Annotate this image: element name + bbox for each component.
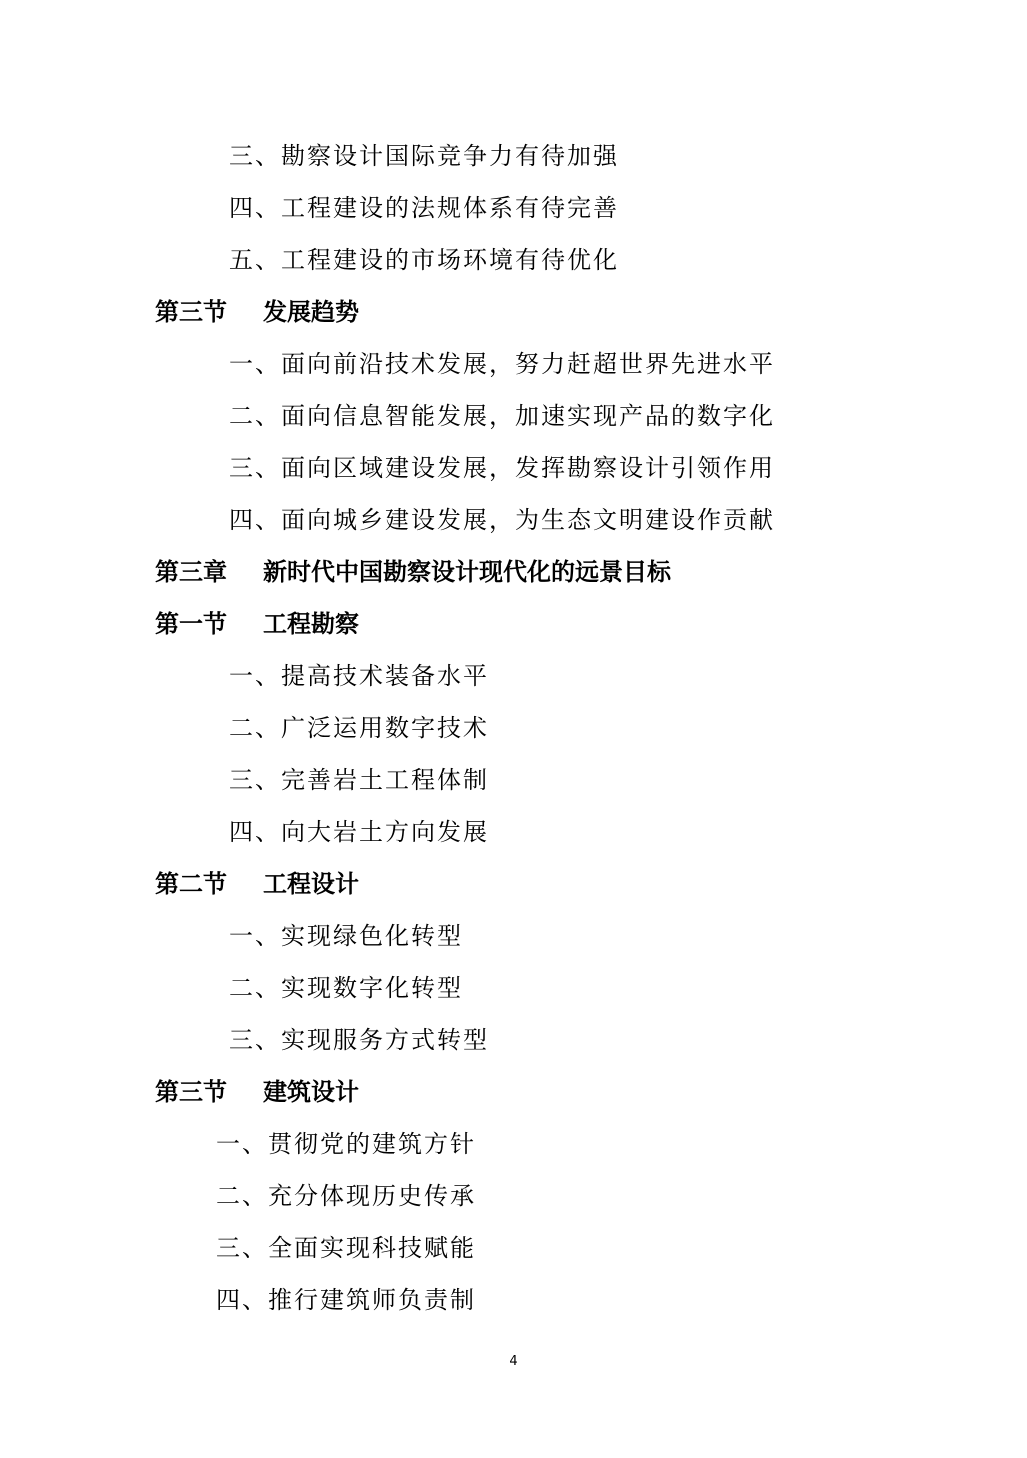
- chapter-title: 新时代中国勘察设计现代化的远景目标: [263, 558, 671, 586]
- toc-item: 四、向大岩土方向发展: [229, 818, 489, 846]
- chapter-heading: [155, 557, 671, 587]
- toc-item: 四、推行建筑师负责制: [216, 1286, 476, 1314]
- toc-item: 一、贯彻党的建筑方针: [216, 1130, 476, 1158]
- toc-item: 二、面向信息智能发展，加速实现产品的数字化: [229, 402, 775, 430]
- section-number: 第三节: [155, 1078, 227, 1106]
- toc-item: 二、充分体现历史传承: [216, 1182, 476, 1210]
- section-number: 第一节: [155, 610, 227, 638]
- toc-item: 一、实现绿色化转型: [229, 922, 463, 950]
- toc-item: 三、面向区域建设发展，发挥勘察设计引领作用: [229, 454, 775, 482]
- toc-item: 三、全面实现科技赋能: [216, 1234, 476, 1262]
- section-heading: [155, 297, 359, 327]
- toc-item: 二、实现数字化转型: [229, 974, 463, 1002]
- toc-item: 三、实现服务方式转型: [229, 1026, 489, 1054]
- section-number: 第三节: [155, 298, 227, 326]
- section-title: 建筑设计: [263, 1078, 359, 1106]
- section-heading: [155, 609, 359, 639]
- section-title: 发展趋势: [263, 298, 359, 326]
- toc-item: 五、工程建设的市场环境有待优化: [229, 246, 619, 274]
- toc-item: 四、工程建设的法规体系有待完善: [229, 194, 619, 222]
- page-number: 4: [509, 1354, 518, 1369]
- chapter-number: 第三章: [155, 558, 227, 586]
- section-heading: [155, 1077, 359, 1107]
- section-title: 工程勘察: [263, 610, 359, 638]
- toc-item: 四、面向城乡建设发展，为生态文明建设作贡献: [229, 506, 775, 534]
- toc-item: 一、提高技术装备水平: [229, 662, 489, 690]
- section-heading: [155, 869, 359, 899]
- section-number: 第二节: [155, 870, 227, 898]
- toc-item: 一、面向前沿技术发展，努力赶超世界先进水平: [229, 350, 775, 378]
- toc-item: 三、勘察设计国际竞争力有待加强: [229, 142, 619, 170]
- toc-item: 二、广泛运用数字技术: [229, 714, 489, 742]
- toc-item: 三、完善岩土工程体制: [229, 766, 489, 794]
- section-title: 工程设计: [263, 870, 359, 898]
